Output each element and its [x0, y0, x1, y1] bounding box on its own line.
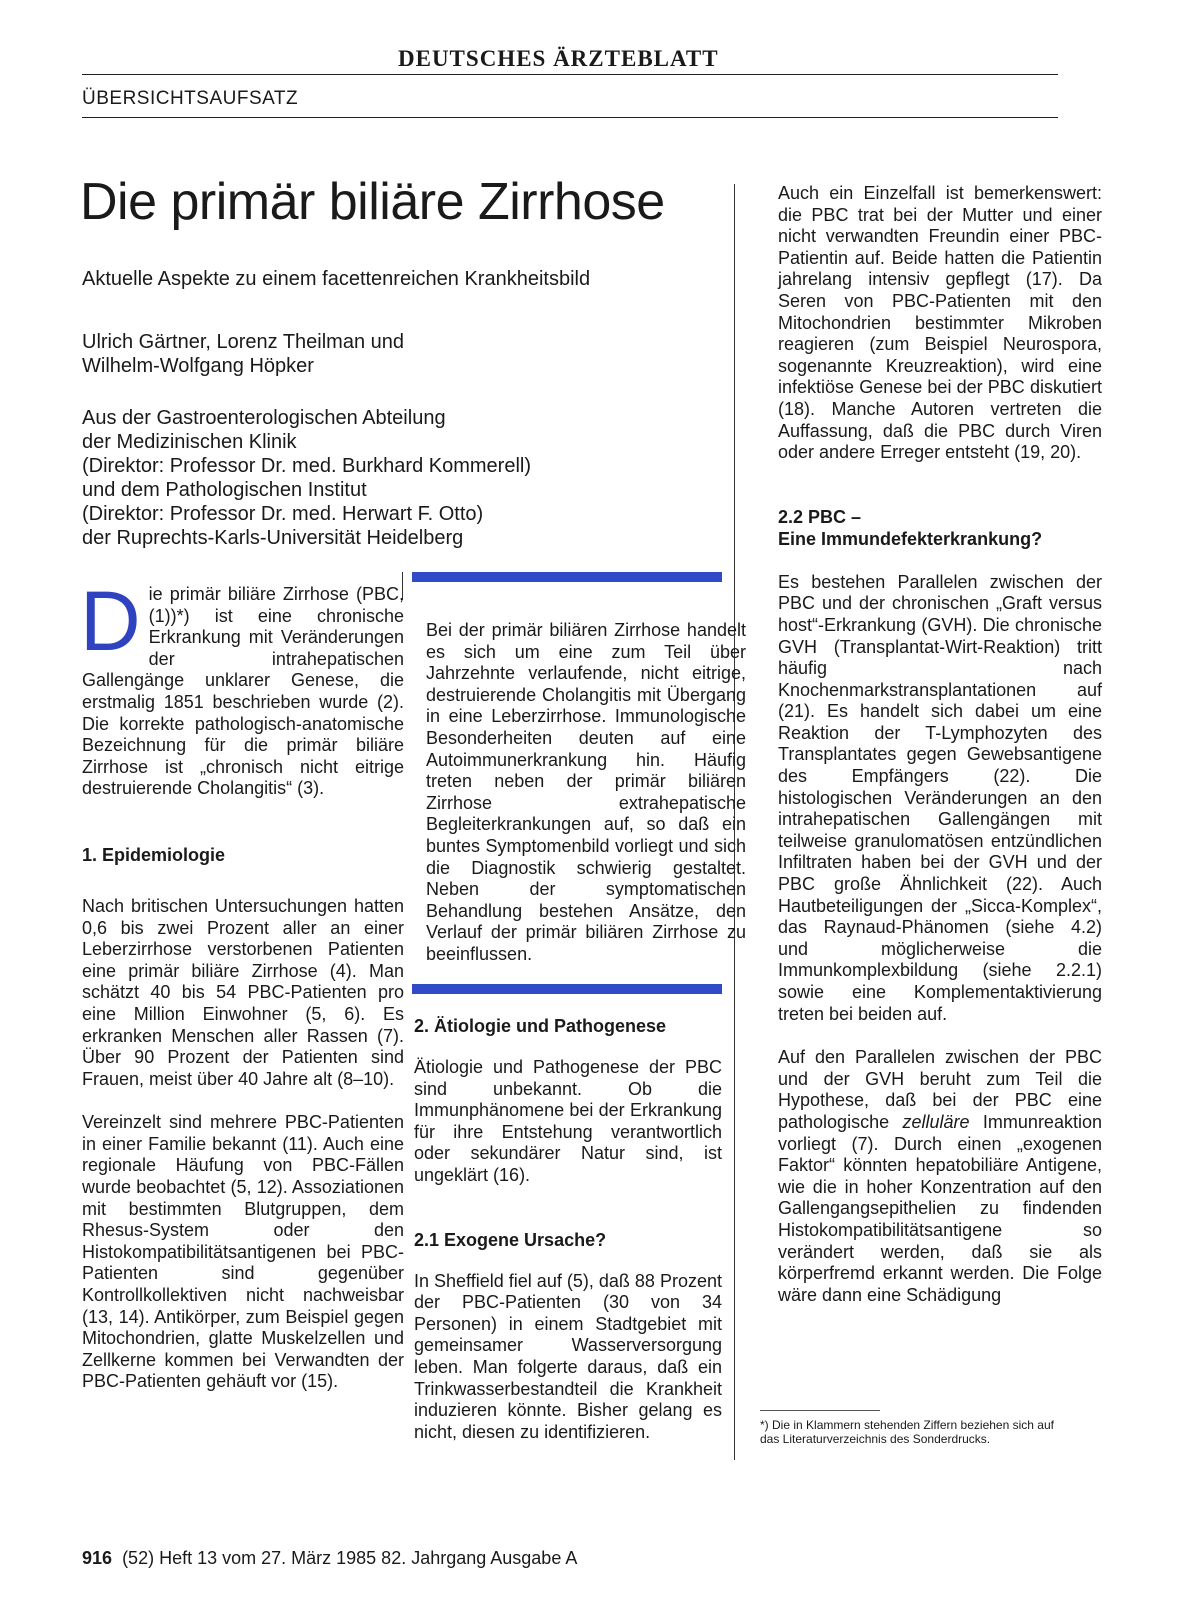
footnote-rule — [760, 1410, 880, 1411]
text-run: Immunreaktion vorliegt (7). Durch einen „exogenen Faktor“ könnten hepatobiliäre Antigene, wie die in hoher Konzentration auf den Gallengangsepithelien zu findenden Histokompatibilitätsantigene so verändert werden, daß sie als körperfremd erkannt werden. Die Folge wäre dann eine Schädigung — [778, 1111, 1102, 1305]
article-authors — [82, 330, 404, 378]
paragraph: Nach britischen Untersuchungen hatten 0,6 bis zwei Prozent aller an einer Leberzirrhose verstorbenen Patienten eine primär biliäre Zirrhose (4). Man schätzt 40 bis 54 PBC-Patienten pro eine Million Einwohner (5, 6). Es erkranken Menschen aller Rassen (7). Über 90 Prozent der Patienten sind Frauen, meist über 40 Jahre alt (8–10). — [82, 895, 404, 1089]
affiliation-line: (Direktor: Professor Dr. med. Herwart F. Otto) — [82, 503, 484, 525]
column-1 — [80, 574, 404, 1393]
column-2-body — [414, 1015, 722, 1443]
affiliation-line: und dem Pathologischen Institut — [82, 479, 367, 501]
column-3 — [778, 183, 1102, 1306]
paragraph: In Sheffield fiel auf (5), daß 88 Prozent der PBC-Patienten (30 von 34 Personen) in einem Stadtgebiet mit gemeinsamer Wasserversorgung leben. Man folgerte daraus, daß ein Trinkwasserbestandteil die Krankheit induzieren könnte. Bisher gelang es nicht, diesen zu identifizieren. — [414, 1270, 722, 1442]
article-title: Die primär biliäre Zirrhose — [80, 173, 665, 231]
emphasis: zelluläre — [902, 1111, 970, 1132]
journal-masthead: DEUTSCHES ÄRZTEBLATT — [398, 46, 719, 71]
heading-exogenous: 2.1 Exogene Ursache? — [414, 1229, 607, 1250]
affiliation-line: der Medizinischen Klinik — [82, 431, 297, 453]
affiliation-line: (Direktor: Professor Dr. med. Burkhard Kommerell) — [82, 455, 532, 477]
paragraph — [778, 1047, 1102, 1306]
paragraph: Auch ein Einzelfall ist bemerkenswert: die PBC trat bei der Mutter und einer nicht verwandten Freundin einer PBC-Patientin auf. Beide hatten die Patientin jahrelang intensiv gepflegt (17). Da Seren von PBC-Patienten mit den Mitochondrien bestimmter Mikroben reagieren (zum Beispiel Neurospora, sogenannte Kreuzreaktion), wird eine infektiöse Genese bei der PBC diskutiert (18). Manche Autoren vertreten die Auffassung, daß die PBC durch Viren oder andere Erreger entsteht (19, 20). — [778, 183, 1102, 463]
drop-cap: D — [80, 574, 141, 668]
footnote — [760, 1418, 1060, 1446]
paragraph: Es bestehen Parallelen zwischen der PBC und der chronischen „Graft versus host“-Erkrankung (GVH). Die chronische GVH (Transplantat-Wirt-Reaktion) tritt häufig nach Knochenmarkstransplantationen auf (21). Es handelt sich dabei um eine Reaktion der T-Lymphozyten des Transplantates gegen Gewebsantigene des Empfängers (22). Die histologischen Veränderungen an den intrahepatischen Gallengängen mit teilweise granulomatösen entzündlichen Infiltraten haben bei der GVH und der PBC große Ähnlichkeit (22). Auch Hautbeteiligungen der „Sicca-Komplex“, das Raynaud-Phänomen (siehe 4.2) und möglicherweise die Immunkomplexbildung (siehe 2.2.1) sowie eine Komplementaktivierung treten bei beiden auf. — [778, 571, 1102, 1024]
footnote-mark: *) — [760, 1418, 769, 1432]
authors-line: Ulrich Gärtner, Lorenz Theilman und — [82, 331, 405, 353]
column-2 — [426, 620, 746, 966]
heading-immune-1: 2.2 PBC – — [778, 506, 862, 527]
abstract-bar-top — [412, 572, 722, 582]
abstract-bar-bottom — [412, 984, 722, 994]
paragraph: Ätiologie und Pathogenese der PBC sind unbekannt. Ob die Immunphänomene bei der Erkrankung für ihre Entstehung verantwortlich oder sekundärer Natur sind, ist ungeklärt (16). — [414, 1057, 722, 1185]
header-rule-bottom — [82, 117, 1058, 118]
article-subtitle: Aktuelle Aspekte zu einem facettenreichen Krankheitsbild — [82, 268, 591, 290]
footnote-text: Die in Klammern stehenden Ziffern beziehen sich auf das Literaturverzeichnis des Sonderdrucks. — [760, 1418, 1054, 1446]
heading-epidemiology: 1. Epidemiologie — [82, 844, 226, 865]
intro-paragraph — [80, 574, 404, 800]
article-affiliation — [82, 406, 531, 550]
header-rule-top — [82, 74, 1058, 75]
text-run: Auf den Parallelen zwischen der PBC und der GVH beruht zum Teil die Hypothese, daß bei der PBC eine pathologische — [778, 1047, 1102, 1132]
page-number: 916 — [82, 1548, 113, 1568]
page-footer — [82, 1548, 577, 1569]
issue-info: (52) Heft 13 vom 27. März 1985 82. Jahrgang Ausgabe A — [122, 1548, 578, 1568]
heading-immune-2: Eine Immundefekterkrankung? — [778, 528, 1043, 549]
authors-line: Wilhelm-Wolfgang Höpker — [82, 355, 314, 377]
affiliation-line: Aus der Gastroenterologischen Abteilung — [82, 407, 446, 429]
affiliation-line: der Ruprechts-Karls-Universität Heidelberg — [82, 527, 464, 549]
abstract: Bei der primär biliären Zirrhose handelt es sich um eine zum Teil über Jahrzehnte verlaufende, nicht eitrige, destruierende Cholangitis mit Übergang in eine Leberzirrhose. Immunologische Besonderheiten deuten auf eine Autoimmunerkrankung hin. Häufig treten neben der primär biliären Zirrhose extrahepatische Begleiterkrankungen auf, so daß ein buntes Symptomenbild vorliegt und sich die Diagnostik schwierig gestaltet. Neben der symptomatischen Behandlung bestehen Ansätze, den Verlauf der primär biliären Zirrhose zu beeinflussen. — [426, 620, 746, 964]
paragraph: Vereinzelt sind mehrere PBC-Patienten in einer Familie bekannt (11). Auch eine regionale Häufung von PBC-Fällen wurde beobachtet (5, 12). Assoziationen mit bestimmten Blutgruppen, dem Rhesus-System oder den Histokompatibilitätsantigenen bei PBC-Patienten sind gegenüber Kontrollkollektiven nicht nachweisbar (13, 14). Antikörper, zum Beispiel gegen Mitochondrien, glatte Muskelzellen und Zellkerne kommen bei Verwandten der PBC-Patienten gehäuft vor (15). — [82, 1112, 404, 1392]
heading-aetiology: 2. Ätiologie und Pathogenese — [414, 1016, 667, 1036]
section-label: ÜBERSICHTSAUFSATZ — [82, 88, 299, 109]
intro-text: ie primär biliäre Zirrhose (PBC, (1))*) ist eine chronische Erkrankung mit Veränderungen der intrahepatischen Gallengänge unklarer Genese, die erstmalig 1851 beschrieben wurde (2). Die korrekte pathologisch-anatomische Bezeichnung für die primär biliäre Zirrhose ist „chronisch nicht eitrige destruierende Cholangitis“ (3). — [82, 584, 404, 799]
